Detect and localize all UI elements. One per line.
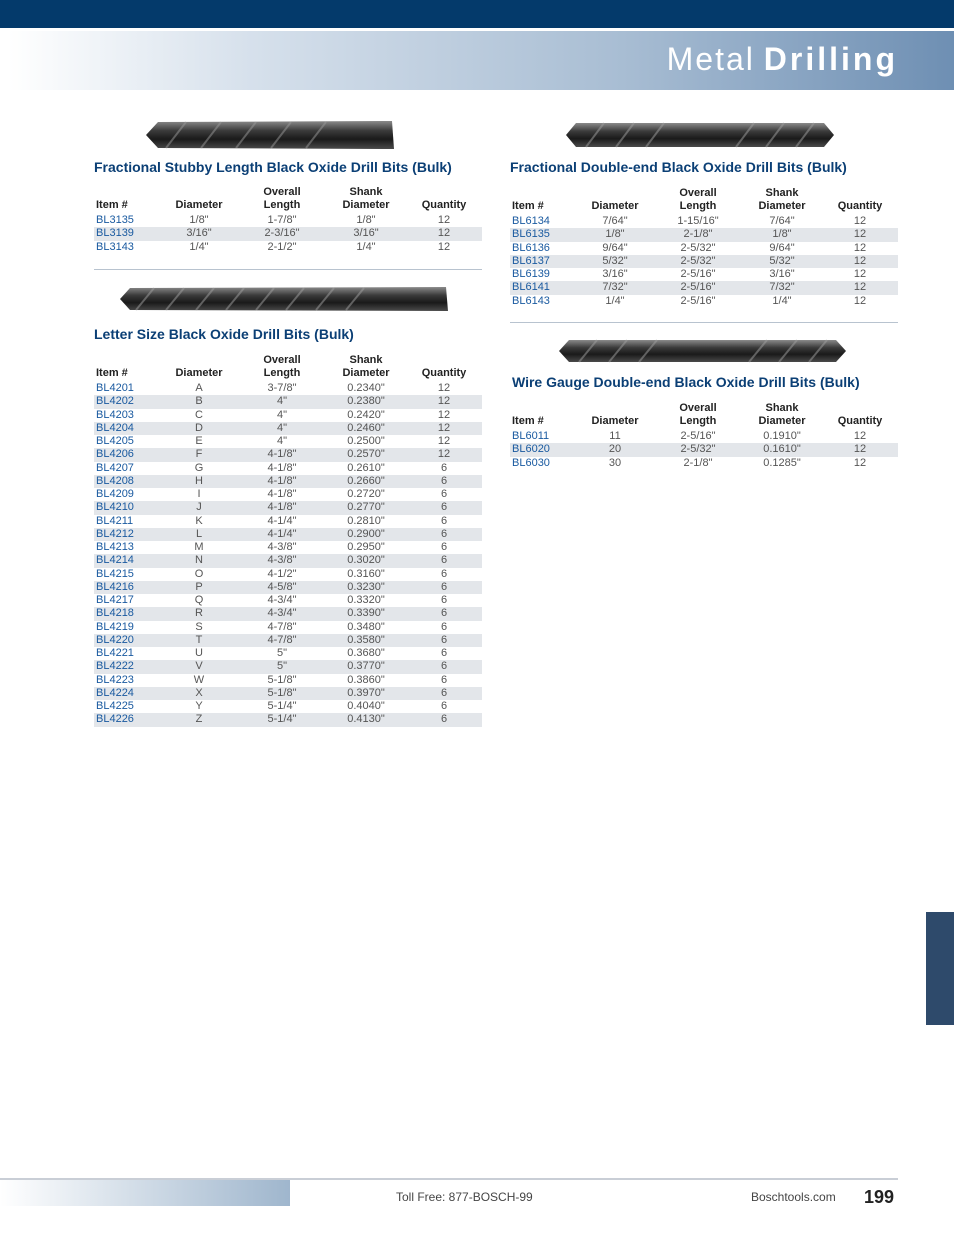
item-number[interactable]: BL3139	[94, 227, 160, 240]
item-number[interactable]: BL6139	[512, 268, 550, 280]
item-number[interactable]: BL6141	[510, 281, 576, 294]
stubby-section-title: Fractional Stubby Length Black Oxide Drill Bits (Bulk)	[94, 159, 452, 175]
item-number[interactable]: BL4222	[94, 660, 160, 673]
item-number[interactable]: BL4226	[94, 713, 160, 726]
overall-length-cell: 2-1/8"	[683, 456, 713, 469]
overall-length-cell: 2-5/16"	[680, 268, 716, 280]
shank-diameter-cell: 0.3970"	[326, 687, 406, 700]
wire-gauge-table	[510, 402, 898, 470]
col-item: Item #	[96, 198, 128, 211]
item-number[interactable]: BL6135	[510, 228, 576, 241]
shank-diameter-cell: 0.3680"	[347, 647, 385, 659]
diameter-cell: C	[195, 408, 203, 421]
table-row	[94, 528, 482, 541]
overall-length-cell: 4-1/8"	[267, 461, 297, 474]
diameter-cell: 30	[608, 456, 622, 469]
diameter-cell: 11	[609, 430, 621, 442]
table-row	[94, 607, 482, 620]
table-row	[94, 700, 482, 713]
shank-diameter-cell: 0.2810"	[347, 514, 385, 527]
quantity-cell: 6	[406, 554, 482, 567]
table-row	[94, 501, 482, 514]
toll-free-number: Toll Free: 877-BOSCH-99	[396, 1190, 533, 1204]
overall-length-cell: 4-7/8"	[267, 620, 297, 633]
diameter-cell: U	[195, 647, 203, 659]
col-shank-diameter: Shank Diameter	[342, 354, 390, 379]
quantity-cell: 6	[406, 501, 482, 514]
table-row	[94, 594, 482, 607]
diameter-cell: 9/64"	[602, 241, 628, 254]
diameter-cell: Z	[160, 713, 238, 726]
diameter-cell: 20	[576, 443, 654, 456]
col-overall-length: Overall Length	[679, 187, 717, 212]
overall-length-cell: 5-1/4"	[267, 700, 297, 712]
table-row	[94, 488, 482, 501]
stubby-drill-image	[146, 118, 396, 152]
col-overall-length: Overall Length	[679, 402, 717, 427]
table-row	[94, 541, 482, 554]
quantity-cell: 12	[437, 408, 451, 421]
quantity-cell: 12	[853, 241, 867, 254]
shank-diameter-cell: 0.2500"	[347, 435, 385, 447]
diameter-cell: 3/16"	[602, 268, 628, 280]
quantity-cell: 12	[853, 430, 867, 442]
diameter-cell: J	[160, 501, 238, 514]
diameter-cell: 3/16"	[160, 227, 238, 240]
diameter-cell: E	[195, 435, 203, 447]
shank-diameter-cell: 0.3770"	[326, 660, 406, 673]
diameter-cell: 1/8"	[189, 214, 209, 226]
overall-length-cell: 4"	[276, 408, 288, 421]
item-number[interactable]: BL4215	[96, 567, 134, 580]
diameter-cell: P	[160, 581, 238, 594]
double-end-table	[510, 187, 898, 308]
overall-length-cell: 3-7/8"	[267, 382, 297, 394]
shank-diameter-cell: 0.2900"	[326, 528, 406, 541]
table-row	[510, 281, 898, 294]
quantity-cell: 12	[822, 281, 898, 294]
table-row	[510, 228, 898, 241]
col-item: Item #	[512, 414, 544, 427]
shank-diameter-cell: 3/16"	[769, 268, 795, 280]
diameter-cell: L	[160, 528, 238, 541]
top-bar	[0, 0, 954, 28]
overall-length-cell: 4"	[238, 422, 326, 435]
diameter-cell: 7/32"	[576, 281, 654, 294]
quantity-cell: 6	[440, 461, 448, 474]
diameter-cell: N	[160, 554, 238, 567]
col-quantity: Quantity	[421, 366, 467, 379]
item-number[interactable]: BL3135	[96, 214, 134, 226]
overall-length-cell: 4-3/8"	[238, 554, 326, 567]
table-header-row	[510, 187, 898, 215]
quantity-cell: 12	[406, 395, 482, 408]
quantity-cell: 6	[440, 620, 448, 633]
title-bold: Drilling	[763, 41, 898, 77]
item-number[interactable]: BL4225	[96, 700, 134, 712]
table-row	[510, 255, 898, 268]
shank-diameter-cell: 0.2380"	[326, 395, 406, 408]
quantity-cell: 12	[853, 215, 867, 227]
item-number[interactable]: BL4216	[94, 581, 160, 594]
overall-length-cell: 2-1/8"	[654, 228, 742, 241]
shank-diameter-cell: 0.2660"	[326, 475, 406, 488]
quantity-cell: 6	[406, 475, 482, 488]
item-number[interactable]: BL4201	[96, 382, 134, 394]
quantity-cell: 12	[822, 228, 898, 241]
shank-diameter-cell: 7/32"	[742, 281, 822, 294]
stubby-table-body	[94, 214, 482, 254]
overall-length-cell: 5-1/8"	[267, 673, 297, 686]
table-row	[94, 395, 482, 408]
item-number[interactable]: BL4217	[96, 594, 134, 606]
table-row	[94, 634, 482, 647]
col-shank-diameter: Shank Diameter	[342, 186, 390, 211]
quantity-cell: 12	[437, 240, 451, 253]
stubby-table	[94, 186, 482, 254]
table-header-row	[94, 186, 482, 214]
table-row	[510, 268, 898, 281]
shank-diameter-cell: 0.2610"	[347, 461, 385, 474]
table-row	[510, 215, 898, 228]
table-row	[94, 554, 482, 567]
shank-diameter-cell: 0.3320"	[347, 594, 385, 606]
overall-length-cell: 4-1/2"	[267, 567, 297, 580]
shank-diameter-cell: 0.2570"	[326, 448, 406, 461]
overall-length-cell: 4-1/8"	[238, 501, 326, 514]
shank-diameter-cell: 0.2950"	[347, 541, 385, 553]
shank-diameter-cell: 0.3390"	[326, 607, 406, 620]
diameter-cell: X	[160, 687, 238, 700]
quantity-cell: 12	[437, 382, 451, 394]
page-title	[667, 41, 898, 78]
quantity-cell: 6	[406, 581, 482, 594]
col-quantity: Quantity	[837, 414, 883, 427]
overall-length-cell: 2-5/16"	[680, 294, 716, 307]
table-row	[94, 515, 482, 528]
overall-length-cell: 5"	[276, 647, 288, 659]
wire-gauge-drill-image	[559, 338, 846, 364]
table-row	[94, 568, 482, 581]
table-row	[94, 621, 482, 634]
diameter-cell: 5/32"	[576, 255, 654, 268]
shank-diameter-cell: 0.1910"	[763, 430, 801, 442]
divider	[510, 322, 898, 323]
website-link[interactable]: Boschtools.com	[751, 1190, 836, 1204]
quantity-cell: 12	[406, 422, 482, 435]
double-end-table-body	[510, 215, 898, 308]
overall-length-cell: 5-1/8"	[238, 687, 326, 700]
diameter-cell: 7/64"	[602, 215, 628, 227]
diameter-cell: W	[193, 673, 205, 686]
shank-diameter-cell: 3/16"	[326, 227, 406, 240]
item-number[interactable]: BL4220	[94, 634, 160, 647]
col-diameter: Diameter	[591, 414, 639, 427]
diameter-cell: I	[197, 488, 201, 500]
wire-gauge-section-title: Wire Gauge Double-end Black Oxide Drill Bits (Bulk)	[512, 374, 860, 390]
diameter-cell: D	[160, 422, 238, 435]
item-number[interactable]: BL4211	[96, 514, 134, 527]
quantity-cell: 12	[822, 443, 898, 456]
quantity-cell: 6	[406, 607, 482, 620]
quantity-cell: 6	[406, 660, 482, 673]
overall-length-cell: 4-1/8"	[238, 475, 326, 488]
wire-gauge-table-body	[510, 430, 898, 470]
diameter-cell: S	[195, 620, 203, 633]
quantity-cell: 12	[406, 227, 482, 240]
item-number[interactable]: BL4214	[94, 554, 160, 567]
item-number[interactable]: BL4221	[96, 647, 134, 659]
shank-diameter-cell: 0.3480"	[347, 620, 385, 633]
overall-length-cell: 4-1/4"	[238, 528, 326, 541]
double-end-section-title: Fractional Double-end Black Oxide Drill Bits (Bulk)	[510, 159, 847, 175]
quantity-cell: 6	[440, 647, 448, 659]
table-row	[94, 409, 482, 422]
item-number[interactable]: BL4204	[94, 422, 160, 435]
item-number[interactable]: BL6020	[510, 443, 576, 456]
shank-diameter-cell: 7/64"	[769, 215, 795, 227]
overall-length-cell: 2-5/32"	[680, 241, 716, 254]
quantity-cell: 12	[853, 294, 867, 307]
overall-length-cell: 4-3/8"	[267, 541, 297, 553]
table-row	[510, 430, 898, 443]
table-row	[94, 660, 482, 673]
col-quantity: Quantity	[421, 198, 467, 211]
diameter-cell: F	[160, 448, 238, 461]
letter-section-title: Letter Size Black Oxide Drill Bits (Bulk)	[94, 326, 354, 342]
col-diameter: Diameter	[175, 366, 223, 379]
col-item: Item #	[96, 366, 128, 379]
overall-length-cell: 4-1/8"	[267, 488, 297, 500]
quantity-cell: 12	[822, 255, 898, 268]
table-row	[94, 674, 482, 687]
table-row	[94, 227, 482, 240]
diameter-cell: Y	[195, 700, 203, 712]
diameter-cell: B	[160, 395, 238, 408]
item-number[interactable]: BL6137	[510, 255, 576, 268]
shank-diameter-cell: 0.4130"	[326, 713, 406, 726]
shank-diameter-cell: 0.1285"	[763, 456, 801, 469]
quantity-cell: 6	[406, 528, 482, 541]
quantity-cell: 12	[437, 214, 451, 226]
shank-diameter-cell: 5/32"	[742, 255, 822, 268]
quantity-cell: 6	[406, 687, 482, 700]
table-row	[94, 475, 482, 488]
table-header-row	[510, 402, 898, 430]
item-number[interactable]: BL4219	[96, 620, 134, 633]
shank-diameter-cell: 1/4"	[356, 240, 376, 253]
shank-diameter-cell: 0.3160"	[347, 567, 385, 580]
quantity-cell: 6	[406, 634, 482, 647]
table-row	[94, 214, 482, 227]
table-row	[94, 462, 482, 475]
table-row	[510, 457, 898, 470]
letter-table	[94, 354, 482, 727]
item-number[interactable]: BL6030	[512, 456, 550, 469]
table-row	[510, 295, 898, 308]
shank-diameter-cell: 1/8"	[356, 214, 376, 226]
item-number[interactable]: BL4207	[96, 461, 134, 474]
table-row	[94, 713, 482, 726]
double-end-drill-image	[566, 121, 834, 149]
diameter-cell: H	[160, 475, 238, 488]
diameter-cell: G	[194, 461, 204, 474]
item-number[interactable]: BL6011	[512, 430, 550, 442]
quantity-cell: 6	[406, 713, 482, 726]
item-number[interactable]: BL4206	[94, 448, 160, 461]
page-number: 199	[864, 1187, 895, 1207]
col-overall-length: Overall Length	[263, 354, 301, 379]
table-row	[510, 242, 898, 255]
col-shank-diameter: Shank Diameter	[758, 402, 806, 427]
diameter-cell: K	[195, 514, 203, 527]
shank-diameter-cell: 0.2770"	[326, 501, 406, 514]
item-number[interactable]: BL6136	[512, 241, 550, 254]
shank-diameter-cell: 0.3580"	[326, 634, 406, 647]
col-diameter: Diameter	[591, 199, 639, 212]
col-diameter: Diameter	[175, 198, 223, 211]
diameter-cell: T	[160, 634, 238, 647]
overall-length-cell: 2-5/32"	[654, 255, 742, 268]
table-header-row	[94, 354, 482, 382]
overall-length-cell: 1-7/8"	[267, 214, 297, 226]
item-number[interactable]: BL4223	[96, 673, 134, 686]
overall-length-cell: 4"	[238, 395, 326, 408]
shank-diameter-cell: 0.3020"	[326, 554, 406, 567]
diameter-cell: 1/8"	[576, 228, 654, 241]
shank-diameter-cell: 1/8"	[742, 228, 822, 241]
table-row	[94, 435, 482, 448]
table-row	[94, 448, 482, 461]
overall-length-cell: 2-5/32"	[654, 443, 742, 456]
letter-drill-image	[120, 284, 450, 314]
overall-length-cell: 4"	[276, 435, 288, 447]
overall-length-cell: 2-5/16"	[654, 281, 742, 294]
overall-length-cell: 4-5/8"	[238, 581, 326, 594]
diameter-cell: 1/4"	[605, 294, 625, 307]
item-number[interactable]: BL4210	[94, 501, 160, 514]
quantity-cell: 6	[440, 541, 448, 553]
overall-length-cell: 4-1/4"	[267, 514, 297, 527]
title-light: Metal	[666, 41, 755, 77]
item-number[interactable]: BL4224	[94, 687, 160, 700]
item-number[interactable]: BL4209	[96, 488, 134, 500]
diameter-cell: 1/4"	[189, 240, 209, 253]
shank-diameter-cell: 1/4"	[772, 294, 792, 307]
shank-diameter-cell: 9/64"	[769, 241, 795, 254]
overall-length-cell: 4-3/4"	[238, 607, 326, 620]
table-row	[94, 687, 482, 700]
overall-length-cell: 4-7/8"	[238, 634, 326, 647]
item-number[interactable]: BL6143	[512, 294, 550, 307]
shank-diameter-cell: 0.2340"	[347, 382, 385, 394]
overall-length-cell: 2-1/2"	[267, 240, 297, 253]
quantity-cell: 6	[440, 488, 448, 500]
divider	[94, 269, 482, 270]
quantity-cell: 12	[406, 448, 482, 461]
diameter-cell: V	[160, 660, 238, 673]
section-side-tab	[926, 912, 954, 1025]
quantity-cell: 12	[853, 268, 867, 280]
col-quantity: Quantity	[837, 199, 883, 212]
item-number[interactable]: BL4212	[94, 528, 160, 541]
table-row	[94, 581, 482, 594]
item-number[interactable]: BL4203	[96, 408, 134, 421]
table-row	[510, 443, 898, 456]
shank-diameter-cell: 0.2460"	[326, 422, 406, 435]
overall-length-cell: 5-1/4"	[238, 713, 326, 726]
item-number[interactable]: BL4218	[94, 607, 160, 620]
overall-length-cell: 2-3/16"	[238, 227, 326, 240]
item-number[interactable]: BL4202	[94, 395, 160, 408]
col-shank-diameter: Shank Diameter	[758, 187, 806, 212]
quantity-cell: 6	[440, 700, 448, 712]
item-number[interactable]: BL4213	[96, 541, 134, 553]
diameter-cell: O	[194, 567, 204, 580]
quantity-cell: 12	[437, 435, 451, 447]
quantity-cell: 6	[440, 514, 448, 527]
item-number[interactable]: BL4205	[96, 435, 134, 447]
table-row	[94, 422, 482, 435]
shank-diameter-cell: 0.3230"	[326, 581, 406, 594]
footer-gradient-bar	[0, 1180, 290, 1206]
shank-diameter-cell: 0.3860"	[347, 673, 385, 686]
col-item: Item #	[512, 199, 544, 212]
quantity-cell: 6	[440, 673, 448, 686]
shank-diameter-cell: 0.4040"	[347, 700, 385, 712]
diameter-cell: R	[160, 607, 238, 620]
quantity-cell: 6	[440, 594, 448, 606]
item-number[interactable]: BL4208	[94, 475, 160, 488]
overall-length-cell: 4-3/4"	[267, 594, 297, 606]
overall-length-cell: 4-1/8"	[238, 448, 326, 461]
table-row	[94, 382, 482, 395]
table-row	[94, 241, 482, 254]
diameter-cell: A	[195, 382, 203, 394]
overall-length-cell: 5"	[238, 660, 326, 673]
shank-diameter-cell: 0.2420"	[347, 408, 385, 421]
table-row	[94, 647, 482, 660]
shank-diameter-cell: 0.1610"	[742, 443, 822, 456]
quantity-cell: 12	[853, 456, 867, 469]
shank-diameter-cell: 0.2720"	[347, 488, 385, 500]
item-number[interactable]: BL6134	[512, 215, 550, 227]
overall-length-cell: 1-15/16"	[677, 215, 719, 227]
item-number[interactable]: BL3143	[96, 240, 134, 253]
quantity-cell: 6	[440, 567, 448, 580]
diameter-cell: Q	[194, 594, 204, 606]
letter-table-body	[94, 382, 482, 727]
diameter-cell: M	[194, 541, 204, 553]
col-overall-length: Overall Length	[263, 186, 301, 211]
overall-length-cell: 2-5/16"	[680, 430, 716, 442]
